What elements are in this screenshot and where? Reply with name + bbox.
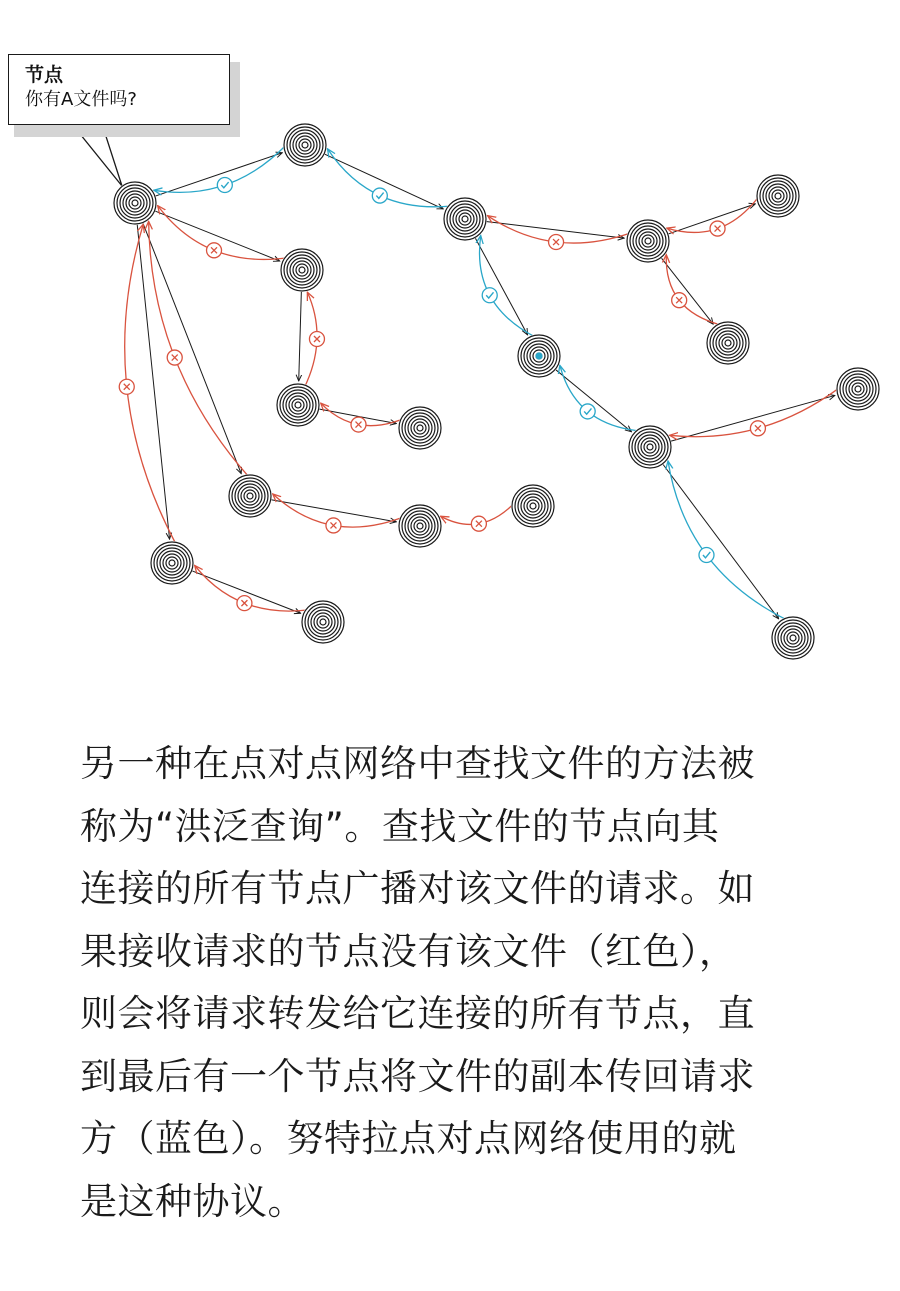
callout-title: 节点 [25,64,64,86]
check-badge-icon [217,178,232,193]
found-reply-arrow [560,365,640,431]
caption-line: 是这种协议。 [80,1179,305,1223]
not-found-reply-arrow [158,206,288,260]
cross-badge-icon [309,332,324,347]
caption-line: 则会将请求转发给它连接的所有节点，直 [80,992,755,1035]
check-badge-icon [372,188,387,203]
peer-node-icon [398,504,442,548]
file-holder-dot [535,352,542,359]
request-arrow [475,237,528,335]
request-arrow [660,257,713,324]
peer-node-icon [517,334,561,378]
request-arrow [554,369,631,432]
caption-line: 连接的所有节点广播对该文件的请求。如 [80,867,755,910]
caption-line: 到最后有一个节点将文件的副本传回请求 [80,1054,755,1098]
request-arrow [669,395,835,441]
peer-node-icon [628,425,672,469]
cross-badge-icon [167,350,182,365]
cross-badge-icon [750,421,765,436]
peer-node-icon [228,474,272,518]
check-badge-icon [699,547,714,562]
peer-node-icon [511,484,555,528]
found-reply-arrow [480,236,536,338]
peer-node-icon [771,616,815,660]
cross-badge-icon [471,516,486,531]
cross-badge-icon [326,518,341,533]
cross-badge-icon [710,221,725,236]
caption-line: 称为“洪泛查询”。查找文件的节点向其 [80,804,720,848]
peer-node-icon [280,248,324,292]
request-arrow [299,290,302,381]
cross-badge-icon [672,293,687,308]
callout-box [8,54,230,125]
request-arrow [662,463,779,619]
badge-circle [482,288,497,303]
peer-node-icon [398,406,442,450]
peer-node-icon [626,219,670,263]
cross-badge-icon [119,379,134,394]
badge-circle [699,547,714,562]
peer-node-icon [443,197,487,241]
found-reply-arrow [668,461,787,620]
badge-circle [217,178,232,193]
callout-text: 你有A文件吗? [25,89,137,110]
caption [80,733,840,1233]
badge-circle [580,404,595,419]
not-found-reply-arrow [149,221,249,477]
badge-circle [372,188,387,203]
caption-line: 果接收请求的节点没有该文件（红色）， [80,929,737,973]
request-arrow [137,223,170,539]
peer-node-icon [276,383,320,427]
peer-node-icon [150,541,194,585]
peer-node-icon [836,367,880,411]
peer-node-icon [113,181,157,225]
not-found-reply-arrow [666,255,721,326]
caption-line: 另一种在点对点网络中查找文件的方法被 [80,742,755,785]
cross-badge-icon [207,243,222,258]
check-badge-icon [482,288,497,303]
cross-badge-icon [549,235,564,250]
request-arrow [154,153,282,197]
peer-node-icon [283,123,327,167]
check-badge-icon [580,404,595,419]
peer-node-icon [706,321,750,365]
found-reply-arrow [327,149,451,207]
peer-node-icon [301,600,345,644]
cross-badge-icon [237,596,252,611]
request-arrow [142,222,241,474]
caption-line: 方（蓝色）。努特拉点对点网络使用的就 [80,1117,737,1160]
peer-node-icon [756,174,800,218]
cross-badge-icon [351,417,366,432]
